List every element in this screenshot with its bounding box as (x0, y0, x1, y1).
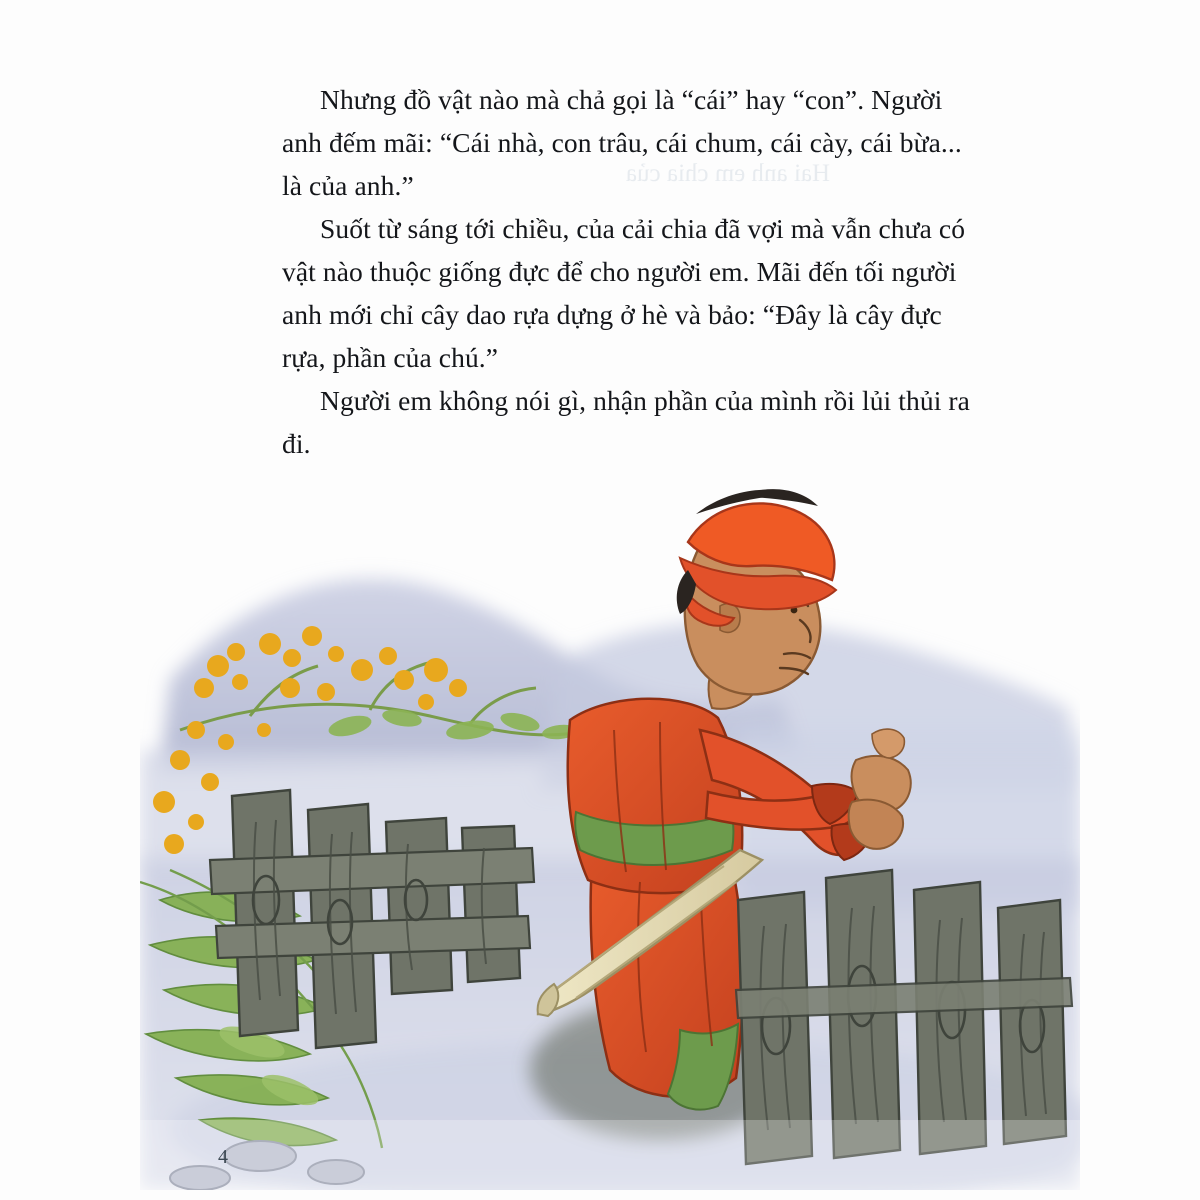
paragraph-2: Suốt từ sáng tới chiều, của cải chia đã vợi mà vẫn chưa có vật nào thuộc giống đực để cho người em. Mãi đến tối người anh mới chỉ cây dao rựa dựng ở hè và bảo: “Đây là cây đực rựa, phần của chú.” (282, 213, 966, 373)
page-number: 4 (218, 1146, 228, 1168)
illustration-man-with-machete-by-fence (140, 430, 1080, 1190)
reverse-page-bleed-text: Hai anh em chia của (625, 160, 830, 187)
paragraph-3: Người em không nói gì, nhận phần của mình rồi lủi thủi ra đi. (282, 385, 970, 459)
paragraph-1: Nhưng đồ vật nào mà chả gọi là “cái” hay “con”. Người anh đếm mãi: “Cái nhà, con trâu, cái chum, cái cày, cái bừa... là của anh.” (282, 84, 962, 201)
page-text-block (282, 78, 982, 465)
